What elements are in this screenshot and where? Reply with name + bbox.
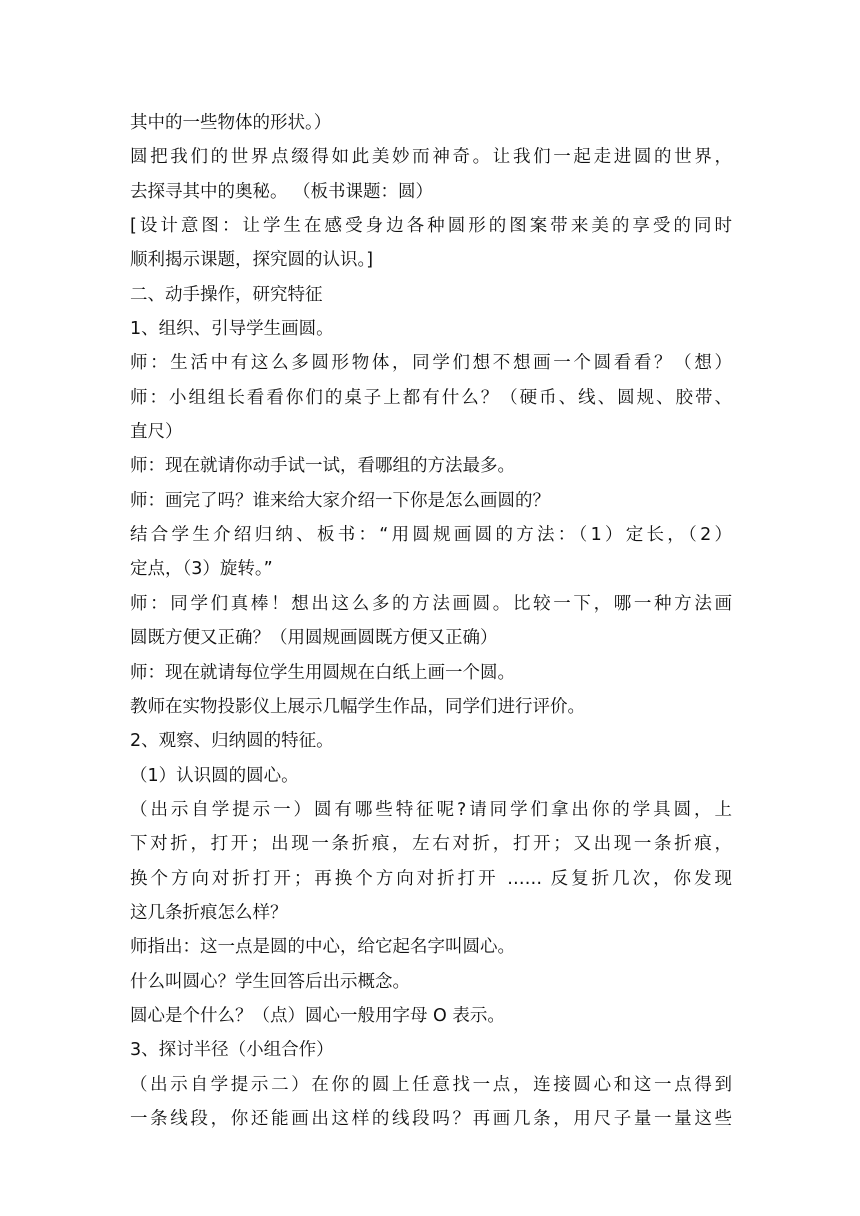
text-line: 圆心是个什么？（点）圆心一般用字母 O 表示。	[130, 1005, 505, 1026]
text-line: [设计意图：让学生在感受身边各种圆形的图案带来美的享受的同时	[130, 216, 732, 237]
text-line: 师：同学们真棒！想出这么多的方法画圆。比较一下，哪一种方法画	[130, 593, 732, 614]
text-line: 换个方向对折打开；再换个方向对折打开 …… 反复折几次，你发现	[130, 868, 732, 889]
text-line: （出示自学提示一）圆有哪些特征呢?请同学们拿出你的学具圆，上	[130, 799, 732, 820]
text-line: 教师在实物投影仪上展示几幅学生作品，同学们进行评价。	[130, 696, 585, 717]
text-line: 顺利揭示课题，探究圆的认识。]	[130, 250, 374, 271]
text-line: 师：生活中有这么多圆形物体，同学们想不想画一个圆看看？（想）	[130, 353, 732, 374]
text-line: 圆把我们的世界点缀得如此美妙而神奇。让我们一起走进圆的世界，	[130, 147, 732, 168]
text-line: （出示自学提示二）在你的圆上任意找一点，连接圆心和这一点得到	[130, 1074, 732, 1095]
text-line: 下对折，打开；出现一条折痕，左右对折，打开；又出现一条折痕，	[130, 834, 732, 855]
text-line: 师：小组组长看看你们的桌子上都有什么？（硬币、线、圆规、胶带、	[130, 387, 732, 408]
text-line: 什么叫圆心？学生回答后出示概念。	[130, 971, 410, 992]
text-line: 直尺）	[130, 422, 183, 443]
text-line: 其中的一些物体的形状。）	[130, 113, 332, 133]
text-line: 师：画完了吗？谁来给大家介绍一下你是怎么画圆的？	[130, 490, 550, 511]
text-line: 师指出：这一点是圆的中心，给它起名字叫圆心。	[130, 937, 515, 958]
text-line: 师：现在就请你动手试一试，看哪组的方法最多。	[130, 456, 515, 477]
text-line: 1、组织、引导学生画圆。	[130, 319, 334, 340]
text-line: 3、探讨半径（小组合作）	[130, 1040, 334, 1061]
text-line: （1）认识圆的圆心。	[130, 765, 299, 786]
text-line: 二、动手操作，研究特征	[130, 284, 323, 305]
text-line: 一条线段，你还能画出这样的线段吗？再画几条，用尺子量一量这些	[130, 1108, 732, 1129]
document-body	[130, 106, 732, 1136]
text-line: 圆既方便又正确？（用圆规画圆既方便又正确）	[130, 628, 498, 649]
text-line: 2、观察、归纳圆的特征。	[130, 731, 334, 752]
text-line: 定点，（3）旋转。”	[130, 559, 273, 580]
text-line: 这几条折痕怎么样？	[130, 902, 288, 923]
text-line: 师：现在就请每位学生用圆规在白纸上画一个圆。	[130, 662, 515, 683]
text-line: 去探寻其中的奥秘。 （板书课题：圆）	[130, 181, 434, 202]
text-line: 结合学生介绍归纳、板书：“用圆规画圆的方法：（1）定长，（2）	[130, 525, 732, 546]
